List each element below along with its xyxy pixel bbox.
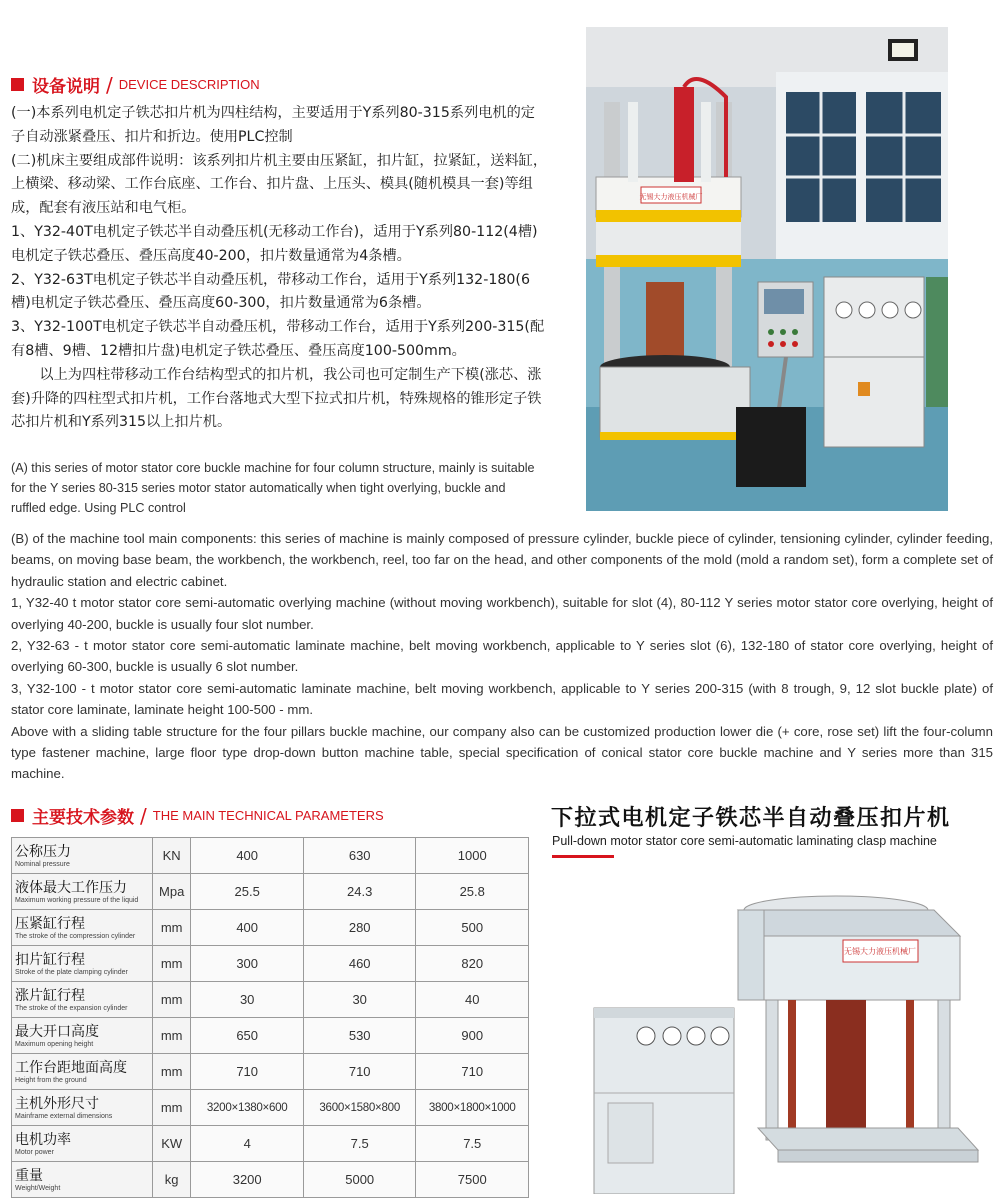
param-name-cn: 主机外形尺寸: [15, 1094, 99, 1111]
param-value: 3200: [191, 1162, 304, 1198]
parameters-table-body: [12, 838, 529, 1198]
param-name-cn: 最大开口高度: [15, 1022, 99, 1039]
heading-cn: 设备说明: [32, 77, 100, 97]
table-row: [12, 982, 529, 1018]
param-name-en: Weight/Weight: [15, 1184, 61, 1192]
device-description-heading: [11, 72, 260, 97]
param-value: 900: [416, 1018, 529, 1054]
table-row: [12, 1018, 529, 1054]
table-row: [12, 874, 529, 910]
param-value: 460: [303, 946, 416, 982]
param-name-cell: [12, 1126, 153, 1162]
en-paragraph: Above with a sliding table structure for the four pillars buckle machine, our company also can be customized production lower die (+ core, rose set) lift the four-column type fastener machine, large floor type drop-down button machine table, special specification of conical stator core buckle machine and Y series more than 315 machine.: [11, 723, 993, 782]
param-value: 5000: [303, 1162, 416, 1198]
heading-marker: [11, 809, 24, 822]
heading-cn: 主要技术参数: [32, 808, 134, 828]
param-unit: kg: [152, 1162, 191, 1198]
param-name-cell: [12, 1054, 153, 1090]
table-row: [12, 910, 529, 946]
cn-description: [11, 102, 549, 435]
param-value: 630: [303, 838, 416, 874]
param-value: 1000: [416, 838, 529, 874]
en-description: [11, 528, 993, 785]
cn-paragraph: 3、Y32-100T电机定子铁芯半自动叠压机，带移动工作台，适用于Y系列200-315(配有8槽、9槽、12槽扣片盘)电机定子铁芯叠压、叠压高度100-500mm。: [11, 319, 545, 359]
param-name-en: Height from the ground: [15, 1076, 87, 1084]
param-name-cell: [12, 1162, 153, 1198]
param-value: 7.5: [303, 1126, 416, 1162]
param-value: 3200×1380×600: [191, 1090, 304, 1126]
product-subtitle: Pull-down motor stator core semi-automatic laminating clasp machine: [552, 834, 937, 848]
param-unit: mm: [152, 1054, 191, 1090]
en-description-a: (A) this series of motor stator core buckle machine for four column structure, mainly is suitable for the Y series 80-315 series motor stator automatically when tight overlying, buckle and ruffled edge. Using PLC control: [11, 461, 535, 515]
param-value: 710: [303, 1054, 416, 1090]
param-value: 300: [191, 946, 304, 982]
param-name-cell: [12, 910, 153, 946]
param-name-en: Stroke of the plate clamping cylinder: [15, 968, 128, 976]
param-name-cell: [12, 1090, 153, 1126]
param-value: 710: [191, 1054, 304, 1090]
param-name-en: Maximum working pressure of the liquid: [15, 896, 139, 904]
param-name-en: Mainframe external dimensions: [15, 1112, 113, 1120]
param-value: 530: [303, 1018, 416, 1054]
param-value: 40: [416, 982, 529, 1018]
param-unit: mm: [152, 910, 191, 946]
param-value: 400: [191, 910, 304, 946]
param-name-en: The stroke of the compression cylinder: [15, 932, 136, 940]
table-row: [12, 1162, 529, 1198]
heading-slash: /: [140, 803, 147, 828]
param-value: 820: [416, 946, 529, 982]
param-value: 25.8: [416, 874, 529, 910]
technical-parameters-heading: [11, 803, 384, 828]
param-unit: mm: [152, 946, 191, 982]
param-name-en: Nominal pressure: [15, 860, 70, 868]
param-name-cell: [12, 946, 153, 982]
table-row: [12, 1126, 529, 1162]
press-machine-photo: [586, 27, 948, 511]
param-unit: Mpa: [152, 874, 191, 910]
param-name-cn: 扣片缸行程: [15, 950, 85, 967]
heading-marker: [11, 78, 24, 91]
param-name-cn: 电机功率: [15, 1130, 71, 1147]
param-value: 650: [191, 1018, 304, 1054]
param-name-cell: [12, 982, 153, 1018]
param-name-cn: 重量: [15, 1166, 43, 1183]
heading-slash: /: [106, 72, 113, 97]
param-unit: mm: [152, 1018, 191, 1054]
param-value: 280: [303, 910, 416, 946]
param-value: 30: [191, 982, 304, 1018]
table-row: [12, 1090, 529, 1126]
en-paragraph: 1, Y32-40 t motor stator core semi-automatic overlying machine (without moving workbench), suitable for slot (4), 80-112 Y series motor stator core overlying, height of overlying 40-200, buckle is usually four slot number.: [11, 595, 993, 632]
en-paragraph: (B) of the machine tool main components: this series of machine is mainly composed of pressure cylinder, buckle piece of cylinder, tensioning cylinder, cylinder feeding, beams, on moving base beam, the workbench, the workbench, reel, too far on the head, and other components of the mold (mold a random set), form a complete set of hydraulic station and electric cabinet.: [11, 531, 993, 589]
param-name-cell: [12, 874, 153, 910]
param-value: 400: [191, 838, 304, 874]
cn-paragraph: 1、Y32-40T电机定子铁芯半自动叠压机(无移动工作台)，适用于Y系列80-112(4槽)电机定子铁芯叠压、叠压高度40-200，扣片数量通常为4条槽。: [11, 223, 538, 264]
cn-paragraph: 以上为四柱带移动工作台结构型式的扣片机，我公司也可定制生产下模(涨芯、涨套)升降的四柱型式扣片机，工作台落地式大型下拉式扣片机，特殊规格的锥形定子铁芯扣片机和Y系列315以上扣片机。: [11, 366, 542, 431]
param-value: 7500: [416, 1162, 529, 1198]
cn-paragraph: (二)机床主要组成部件说明：该系列扣片机主要由压紧缸，扣片缸，拉紧缸，送料缸，上横梁、移动梁、工作台底座、工作台、扣片盘、上压头、模具(随机模具一套)等组成，配套有液压站和电气柜。: [11, 152, 548, 217]
title-underline: [552, 855, 614, 858]
pull-down-machine-photo: [588, 888, 992, 1194]
param-value: 4: [191, 1126, 304, 1162]
param-unit: KW: [152, 1126, 191, 1162]
param-name-en: Motor power: [15, 1148, 54, 1156]
table-row: [12, 1054, 529, 1090]
param-unit: mm: [152, 982, 191, 1018]
param-name-cell: [12, 1018, 153, 1054]
param-unit: KN: [152, 838, 191, 874]
param-unit: mm: [152, 1090, 191, 1126]
product-title: 下拉式电机定子铁芯半自动叠压扣片机: [551, 806, 951, 831]
en-paragraph: 2, Y32-63 - t motor stator core semi-automatic laminate machine, belt moving workbench, applicable to Y series slot (6), 132-180 of stator core overlying, height of overlying 60-300, buckle is usually 6 slot number.: [11, 638, 993, 675]
param-value: 3600×1580×800: [303, 1090, 416, 1126]
photo1-nameplate: 无锡大力液压机械厂: [639, 193, 703, 201]
param-name-cn: 涨片缸行程: [15, 986, 85, 1003]
param-name-en: The stroke of the expansion cylinder: [15, 1004, 128, 1012]
param-name-cn: 压紧缸行程: [15, 914, 85, 931]
cn-paragraph: 2、Y32-63T电机定子铁芯半自动叠压机，带移动工作台，适用于Y系列132-180(6槽)电机定子铁芯叠压、叠压高度60-300，扣片数量通常为6条槽。: [11, 271, 530, 312]
param-value: 500: [416, 910, 529, 946]
table-row: [12, 946, 529, 982]
param-value: 25.5: [191, 874, 304, 910]
param-name-en: Maximum opening height: [15, 1040, 94, 1048]
param-name-cn: 工作台距地面高度: [15, 1058, 127, 1075]
parameters-table: [11, 837, 529, 1198]
param-value: 30: [303, 982, 416, 1018]
en-paragraph: 3, Y32-100 - t motor stator core semi-automatic laminate machine, belt moving workbench, applicable to Y series 200-315 (with 8 trough, 9, 12 slot buckle plate) of stator core laminate, laminate height 100-500 - mm.: [11, 680, 993, 718]
param-value: 7.5: [416, 1126, 529, 1162]
param-value: 24.3: [303, 874, 416, 910]
cn-paragraph: (一)本系列电机定子铁芯扣片机为四柱结构，主要适用于Y系列80-315系列电机的定子自动涨紧叠压、扣片和折边。使用PLC控制: [11, 105, 535, 145]
param-name-cn: 液体最大工作压力: [15, 878, 127, 895]
heading-en: DEVICE DESCRIPTION: [118, 77, 260, 92]
param-value: 710: [416, 1054, 529, 1090]
param-name-cell: [12, 838, 153, 874]
table-row: [12, 838, 529, 874]
param-name-cn: 公称压力: [15, 842, 71, 859]
param-value: 3800×1800×1000: [416, 1090, 529, 1126]
photo2-nameplate: 无锡大力液压机械厂: [844, 947, 916, 956]
heading-en: THE MAIN TECHNICAL PARAMETERS: [152, 808, 384, 823]
